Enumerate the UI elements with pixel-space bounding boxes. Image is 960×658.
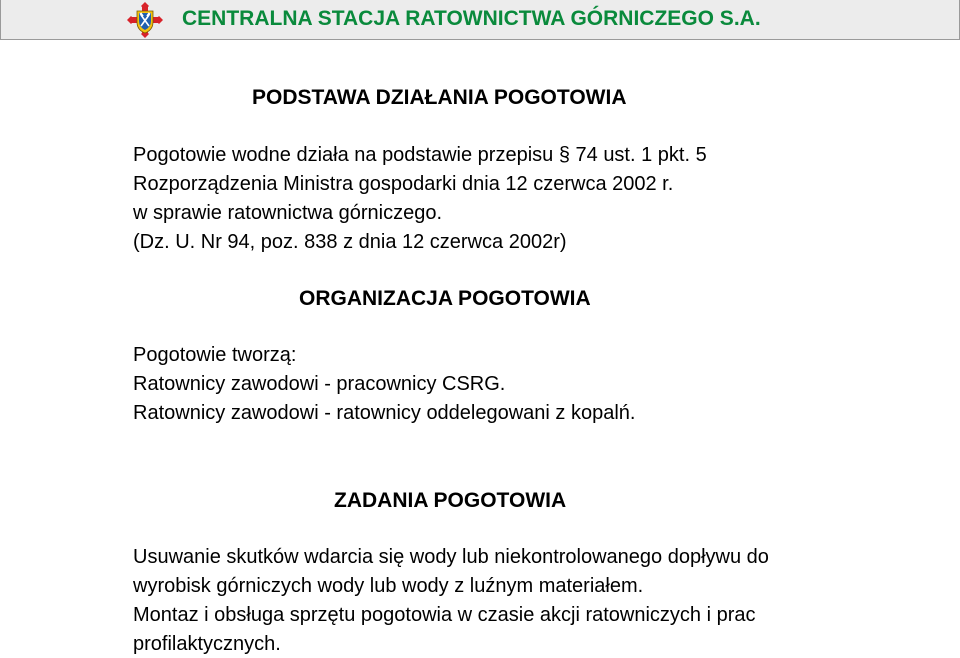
basis-line: (Dz. U. Nr 94, poz. 838 z dnia 12 czerwca 2002r): [133, 231, 567, 253]
basis-line: Rozporządzenia Ministra gospodarki dnia 12 czerwca 2002 r.: [133, 173, 674, 195]
organization-heading: ORGANIZACJA POGOTOWIA: [299, 287, 591, 310]
basis-line: Pogotowie wodne działa na podstawie przepisu § 74 ust. 1 pkt. 5: [133, 144, 707, 166]
basis-heading: PODSTAWA DZIAŁANIA POGOTOWIA: [252, 86, 627, 109]
tasks-paragraph: [133, 543, 769, 658]
header-bar: [0, 0, 960, 40]
tasks-line: profilaktycznych.: [133, 633, 281, 655]
tasks-line: Usuwanie skutków wdarcia się wody lub niekontrolowanego dopływu do: [133, 546, 769, 568]
tasks-line: Montaz i obsługa sprzętu pogotowia w czasie akcji ratowniczych i prac: [133, 604, 756, 626]
tasks-heading: ZADANIA POGOTOWIA: [334, 489, 567, 512]
mine-rescue-cross-emblem-icon: [123, 2, 167, 38]
basis-line: w sprawie ratownictwa górniczego.: [133, 202, 443, 224]
organization-line: Pogotowie tworzą:: [133, 344, 297, 366]
organization-line: Ratownicy zawodowi - ratownicy oddelegowani z kopalń.: [133, 402, 636, 424]
organization-title: CENTRALNA STACJA RATOWNICTWA GÓRNICZEGO S.A.: [182, 7, 761, 30]
tasks-line: wyrobisk górniczych wody lub wody z luźnym materiałem.: [133, 575, 644, 597]
basis-paragraph: [133, 141, 707, 257]
organization-line: Ratownicy zawodowi - pracownicy CSRG.: [133, 373, 506, 395]
organization-paragraph: [133, 341, 635, 428]
